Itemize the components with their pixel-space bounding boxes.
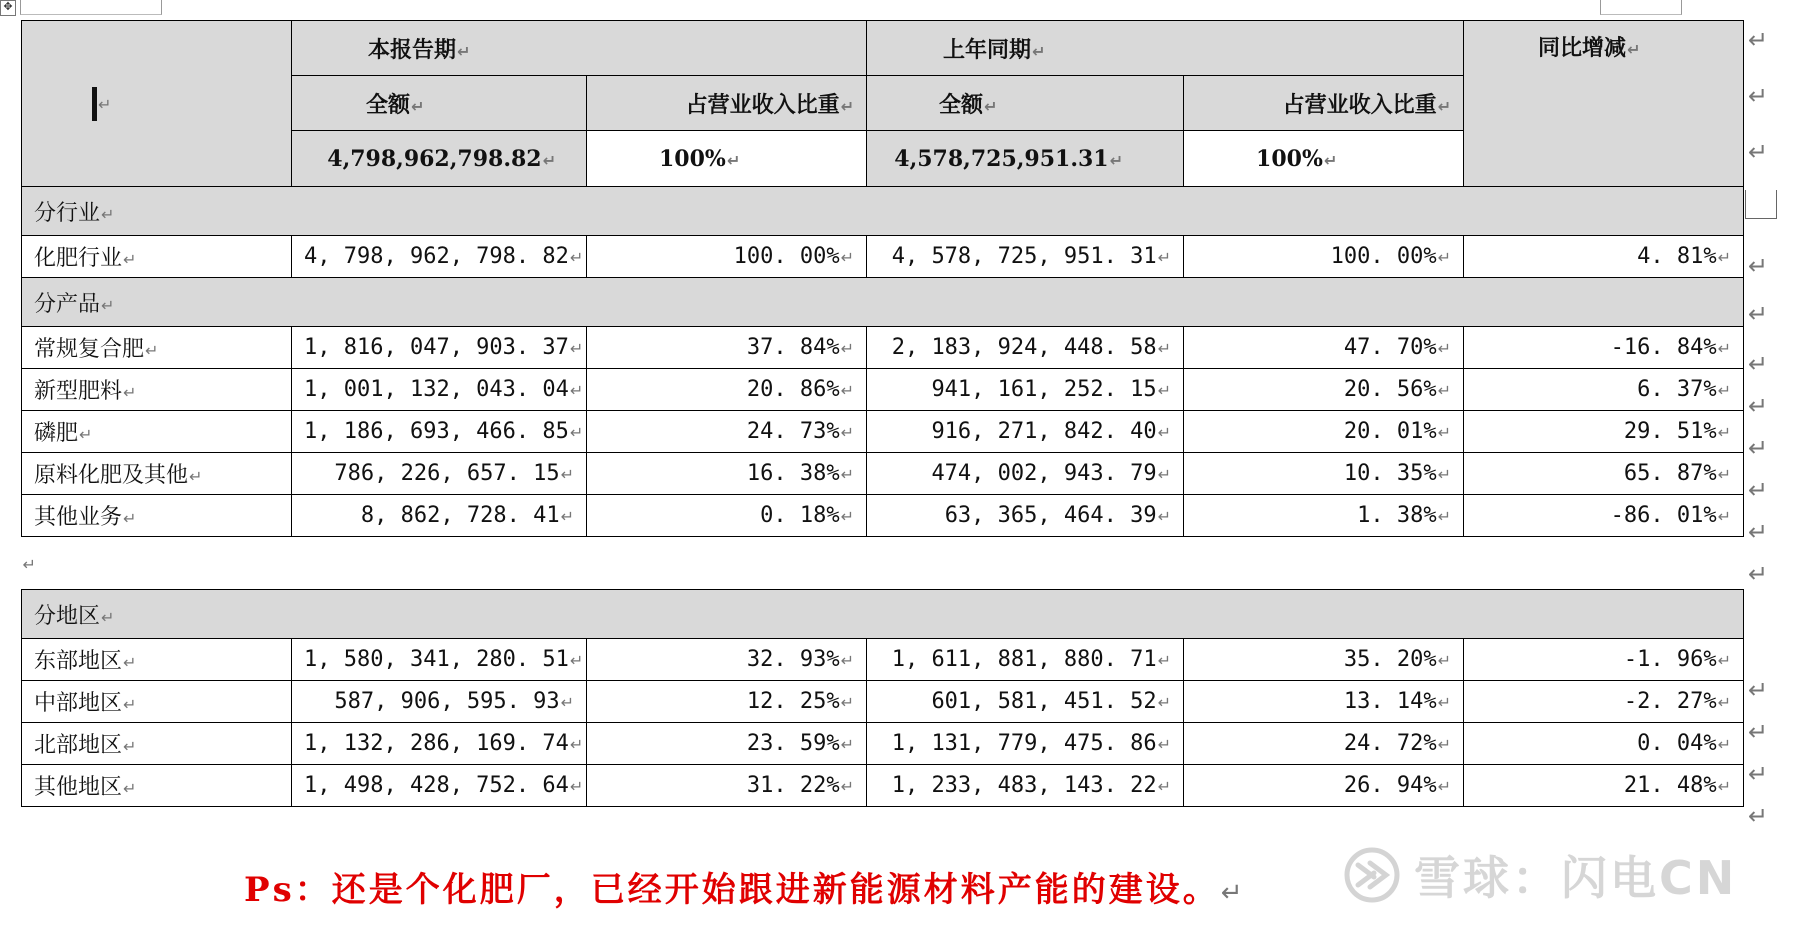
yoy-change: -2. 27%↵ [1464, 681, 1744, 723]
prior-amount: 4, 578, 725, 951. 31↵ [867, 236, 1184, 278]
cur-ratio: 37. 84%↵ [587, 327, 867, 369]
row-name: 其他业务↵ [22, 495, 292, 537]
row-end-mark: ↵ [1748, 252, 1769, 280]
table-row [22, 411, 1744, 453]
row-end-mark: ↵ [1748, 518, 1769, 546]
section-industry: 分行业↵ [22, 187, 1744, 236]
cur-ratio: 23. 59%↵ [587, 723, 867, 765]
section-product: 分产品↵ [22, 278, 1744, 327]
row-end-mark: ↵ [1748, 82, 1769, 110]
row-name: 东部地区↵ [22, 639, 292, 681]
revenue-composition-table [21, 20, 1744, 807]
row-end-mark: ↵ [1748, 434, 1769, 462]
yoy-change: -16. 84%↵ [1464, 327, 1744, 369]
snowball-logo-icon [1344, 847, 1400, 903]
prior-ratio: 100. 00%↵ [1184, 236, 1464, 278]
total-current-ratio: 100%↵ [587, 131, 867, 187]
row-name: 北部地区↵ [22, 723, 292, 765]
yoy-header: 同比增减↵ [1464, 21, 1744, 187]
row-end-mark: ↵ [1748, 760, 1769, 788]
cur-amount: 8, 862, 728. 41↵ [292, 495, 587, 537]
table-row [22, 453, 1744, 495]
yoy-change: 29. 51%↵ [1464, 411, 1744, 453]
table-row [22, 327, 1744, 369]
prior-amount: 1, 131, 779, 475. 86↵ [867, 723, 1184, 765]
row-name: 新型肥料↵ [22, 369, 292, 411]
row-name: 化肥行业↵ [22, 236, 292, 278]
prior-amount: 941, 161, 252. 15↵ [867, 369, 1184, 411]
row-end-mark: ↵ [1748, 26, 1769, 54]
table-row [22, 236, 1744, 278]
current-period-header: 本报告期↵ [292, 21, 867, 76]
yoy-change: 65. 87%↵ [1464, 453, 1744, 495]
prior-ratio: 1. 38%↵ [1184, 495, 1464, 537]
row-end-mark: ↵ [1748, 802, 1769, 830]
row-end-mark: ↵ [1748, 676, 1769, 704]
table-row [22, 639, 1744, 681]
cell-mark: ↵ [98, 94, 112, 114]
cur-amount: 1, 580, 341, 280. 51↵ [292, 639, 587, 681]
ruler-mark [1600, 0, 1682, 15]
cur-amount: 1, 498, 428, 752. 64↵ [292, 765, 587, 807]
row-end-mark: ↵ [1748, 560, 1769, 588]
prior-amount-header: 全额↵ [867, 76, 1184, 131]
row-name: 原料化肥及其他↵ [22, 453, 292, 495]
selection-box [1745, 190, 1777, 219]
row-end-mark: ↵ [1748, 138, 1769, 166]
watermark [1344, 842, 1737, 908]
prior-ratio: 47. 70%↵ [1184, 327, 1464, 369]
cur-amount: 1, 186, 693, 466. 85↵ [292, 411, 587, 453]
cur-amount: 1, 816, 047, 903. 37↵ [292, 327, 587, 369]
yoy-change: 4. 81%↵ [1464, 236, 1744, 278]
prior-ratio: 10. 35%↵ [1184, 453, 1464, 495]
prior-amount: 2, 183, 924, 448. 58↵ [867, 327, 1184, 369]
prior-amount: 916, 271, 842. 40↵ [867, 411, 1184, 453]
yoy-change: 0. 04%↵ [1464, 723, 1744, 765]
prior-ratio-header: 占营业收入比重↵ [1184, 76, 1464, 131]
table-row [22, 723, 1744, 765]
cur-ratio: 100. 00%↵ [587, 236, 867, 278]
row-name: 常规复合肥↵ [22, 327, 292, 369]
watermark-text: 雪球：闪电CN [1414, 851, 1738, 905]
prior-ratio: 35. 20%↵ [1184, 639, 1464, 681]
cur-amount: 786, 226, 657. 15↵ [292, 453, 587, 495]
prior-amount: 1, 233, 483, 143. 22↵ [867, 765, 1184, 807]
note-text: Ps：还是个化肥厂，已经开始跟进新能源材料产能的建设。↵ [244, 870, 1246, 910]
prior-amount: 601, 581, 451. 52↵ [867, 681, 1184, 723]
row-end-mark: ↵ [1748, 350, 1769, 378]
cur-ratio: 20. 86%↵ [587, 369, 867, 411]
yoy-change: -1. 96%↵ [1464, 639, 1744, 681]
corner-cell[interactable] [22, 21, 292, 187]
row-name: 其他地区↵ [22, 765, 292, 807]
total-current-amount: 4,798,962,798.82↵ [292, 131, 587, 187]
cur-ratio: 32. 93%↵ [587, 639, 867, 681]
total-prior-ratio: 100%↵ [1184, 131, 1464, 187]
ruler-mark [20, 0, 162, 15]
current-amount-header: 全额↵ [292, 76, 587, 131]
row-end-mark: ↵ [1748, 476, 1769, 504]
prior-ratio: 26. 94%↵ [1184, 765, 1464, 807]
cur-ratio: 24. 73%↵ [587, 411, 867, 453]
row-end-mark: ↵ [1748, 392, 1769, 420]
section-region: 分地区↵ [22, 590, 1744, 639]
prior-amount: 63, 365, 464. 39↵ [867, 495, 1184, 537]
cur-amount: 1, 001, 132, 043. 04↵ [292, 369, 587, 411]
row-name: 中部地区↵ [22, 681, 292, 723]
current-ratio-header: 占营业收入比重↵ [587, 76, 867, 131]
cur-ratio: 16. 38%↵ [587, 453, 867, 495]
cur-ratio: 31. 22%↵ [587, 765, 867, 807]
total-prior-amount: 4,578,725,951.31↵ [867, 131, 1184, 187]
yoy-change: 21. 48%↵ [1464, 765, 1744, 807]
text-cursor [92, 87, 97, 121]
yoy-change: -86. 01%↵ [1464, 495, 1744, 537]
yoy-change: 6. 37%↵ [1464, 369, 1744, 411]
row-end-mark: ↵ [1748, 300, 1769, 328]
cur-amount: 1, 132, 286, 169. 74↵ [292, 723, 587, 765]
cur-amount: 4, 798, 962, 798. 82↵ [292, 236, 587, 278]
row-name: 磷肥↵ [22, 411, 292, 453]
table-row [22, 495, 1744, 537]
prior-ratio: 24. 72%↵ [1184, 723, 1464, 765]
table-row [22, 369, 1744, 411]
row-end-mark: ↵ [1748, 718, 1769, 746]
cur-amount: 587, 906, 595. 93↵ [292, 681, 587, 723]
prior-ratio: 20. 56%↵ [1184, 369, 1464, 411]
prior-ratio: 13. 14%↵ [1184, 681, 1464, 723]
prior-amount: 1, 611, 881, 880. 71↵ [867, 639, 1184, 681]
prior-amount: 474, 002, 943. 79↵ [867, 453, 1184, 495]
cur-ratio: 0. 18%↵ [587, 495, 867, 537]
table-row [22, 765, 1744, 807]
table-move-handle-icon[interactable]: ✥ [0, 0, 16, 16]
table-row [22, 681, 1744, 723]
blank-paragraph: ↵ [22, 537, 1744, 590]
prior-ratio: 20. 01%↵ [1184, 411, 1464, 453]
prior-period-header: 上年同期↵ [867, 21, 1464, 76]
cur-ratio: 12. 25%↵ [587, 681, 867, 723]
